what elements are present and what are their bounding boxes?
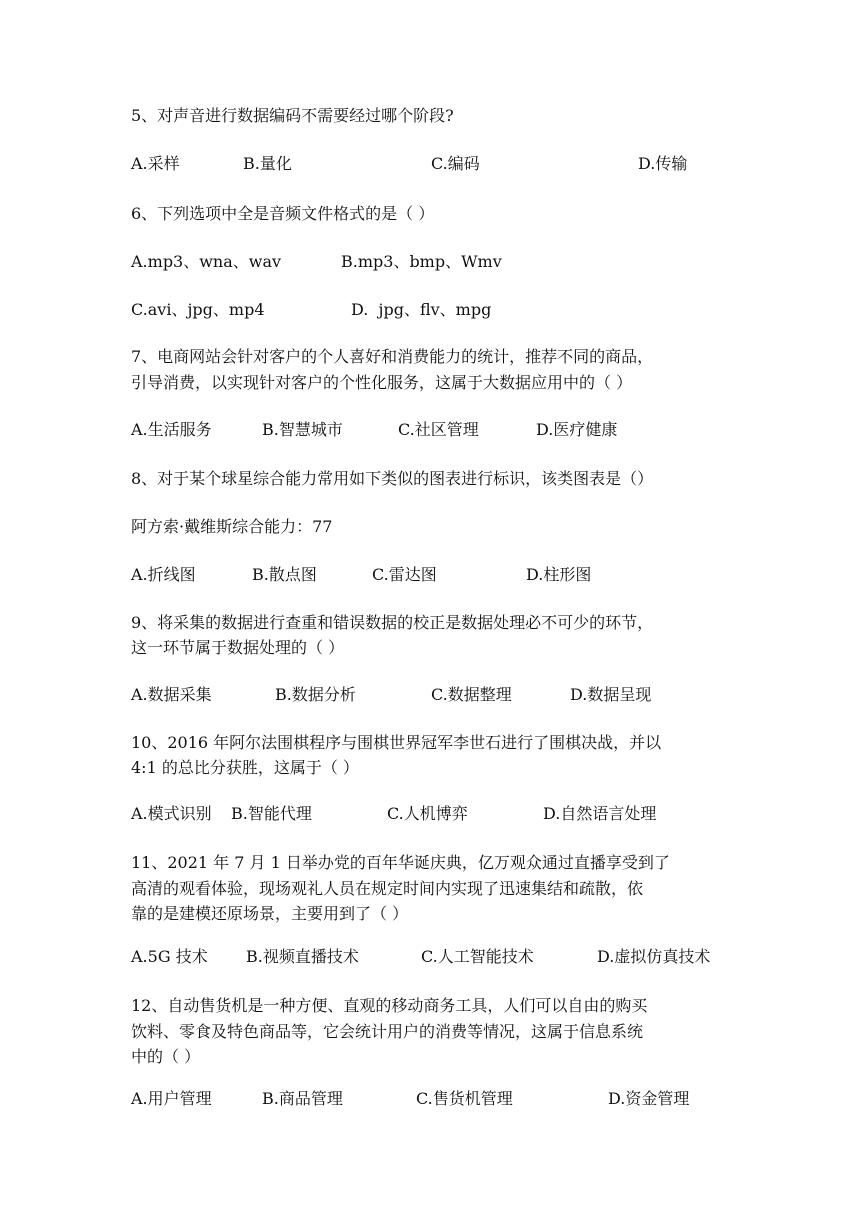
option-b: B.智慧城市 <box>262 420 343 439</box>
option-d: D.数据呈现 <box>570 685 652 704</box>
option-d: D.自然语言处理 <box>543 804 657 823</box>
option-b: B.mp3、bmp、Wmv <box>341 252 502 271</box>
option-c: C.售货机管理 <box>416 1089 513 1108</box>
option-c: C.社区管理 <box>398 420 479 439</box>
option-a: A.采样 <box>131 154 180 173</box>
option-b: B.商品管理 <box>262 1089 343 1108</box>
option-c: C.编码 <box>431 154 480 173</box>
question-stem-line-1: 7、电商网站会针对客户的个人喜好和消费能力的统计，推荐不同的商品， <box>131 347 654 366</box>
option-a: A.mp3、wna、wav <box>131 252 282 271</box>
option-c: C.avi、jpg、mp4 <box>131 300 265 319</box>
option-a: A.生活服务 <box>131 420 212 439</box>
question-stem-line-2: 4:1 的总比分获胜，这属于（ ） <box>131 758 359 777</box>
question-stem-line-2: 饮料、零食及特色商品等，它会统计用户的消费等情况，这属于信息系统 <box>131 1022 644 1041</box>
question-stem-line-1: 12、自动售货机是一种方便、直观的移动商务工具，人们可以自由的购买 <box>131 996 648 1015</box>
question-stem-line-2: 高清的观看体验，现场观礼人员在规定时间内实现了迅速集结和疏散，依 <box>131 879 644 898</box>
option-b: B.视频直播技术 <box>246 947 359 966</box>
option-b: B.散点图 <box>252 565 317 584</box>
option-d: D.资金管理 <box>608 1089 690 1108</box>
option-b: B.智能代理 <box>231 804 312 823</box>
question-stem-line-3: 中的（ ） <box>131 1047 201 1066</box>
option-b: B.量化 <box>243 154 292 173</box>
question-stem-line-2: 这一环节属于数据处理的（ ） <box>131 638 345 657</box>
question-stem-line-1: 11、2021 年 7 月 1 日举办党的百年华诞庆典，亿万观众通过直播享受到了 <box>131 853 670 872</box>
option-a: A.用户管理 <box>131 1089 212 1108</box>
option-a: A.模式识别 <box>131 804 212 823</box>
option-a: A.5G 技术 <box>131 947 208 966</box>
question-stem-line-3: 靠的是建模还原场景，主要用到了（ ） <box>131 904 409 923</box>
question-stem: 6、下列选项中全是音频文件格式的是（ ） <box>131 204 435 223</box>
question-stem-line-1: 10、2016 年阿尔法围棋程序与围棋世界冠军李世石进行了围棋决战，并以 <box>131 733 662 752</box>
option-d: D.虚拟仿真技术 <box>597 947 711 966</box>
option-c: C.数据整理 <box>431 685 512 704</box>
question-stem: 5、对声音进行数据编码不需要经过哪个阶段? <box>131 106 454 125</box>
option-c: C.人机博弈 <box>387 804 468 823</box>
option-c: C.雷达图 <box>372 565 437 584</box>
question-stem: 8、对于某个球星综合能力常用如下类似的图表进行标识，该类图表是（） <box>131 469 654 488</box>
option-c: C.人工智能技术 <box>421 947 534 966</box>
question-stem-line-2: 引导消费，以实现针对客户的个性化服务，这属于大数据应用中的（ ） <box>131 373 633 392</box>
question-stem-line-1: 9、将采集的数据进行查重和错误数据的校正是数据处理必不可少的环节， <box>131 613 654 632</box>
option-a: A.折线图 <box>131 565 196 584</box>
option-d: D.医疗健康 <box>536 420 618 439</box>
option-b: B.数据分析 <box>275 685 356 704</box>
option-d: D. jpg、flv、mpg <box>351 300 492 319</box>
option-d: D.柱形图 <box>526 565 592 584</box>
option-d: D.传输 <box>638 154 688 173</box>
chart-caption: 阿方索·戴维斯综合能力：77 <box>131 517 333 536</box>
option-a: A.数据采集 <box>131 685 212 704</box>
